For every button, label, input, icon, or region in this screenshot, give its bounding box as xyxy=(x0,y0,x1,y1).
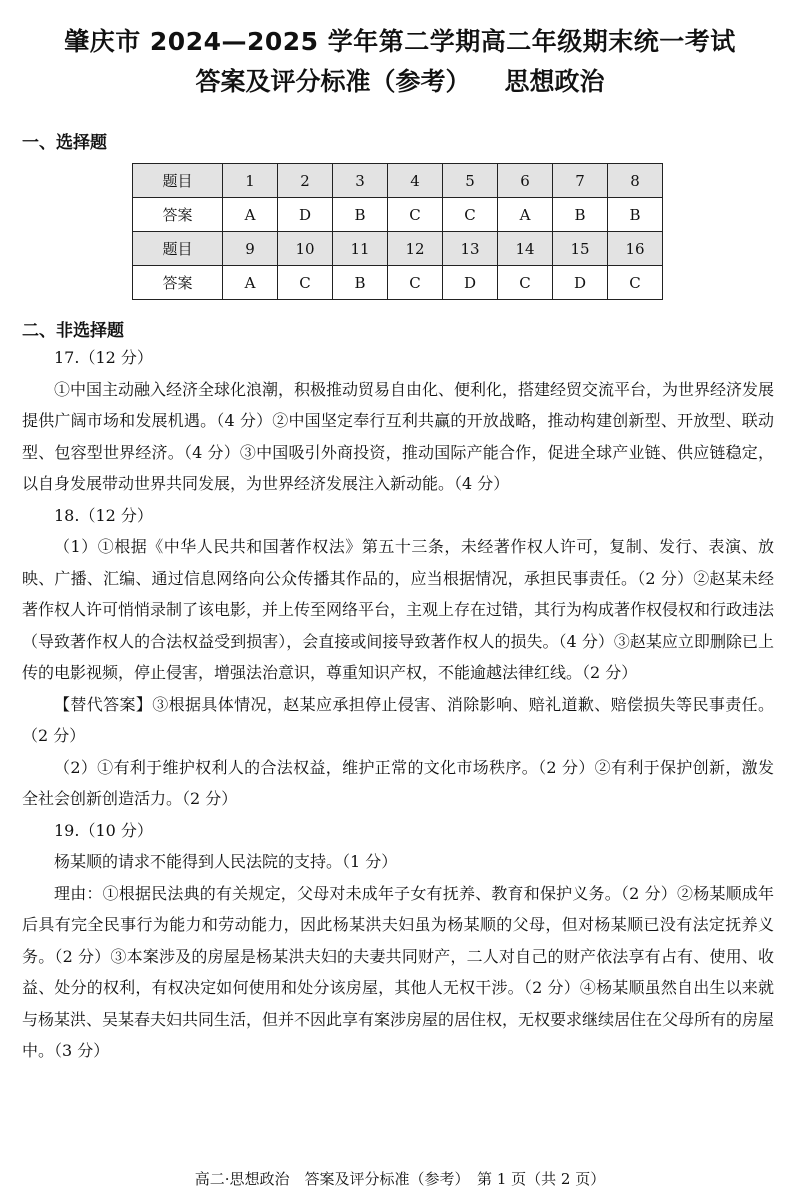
table-cell: 4 xyxy=(388,164,443,198)
subtitle-main: 答案及评分标准（参考） xyxy=(195,67,471,96)
table-cell: 10 xyxy=(278,232,333,266)
table-cell: B xyxy=(333,266,388,300)
table-cell: D xyxy=(278,198,333,232)
table-cell: 8 xyxy=(608,164,663,198)
question-19-conclusion: 杨某顺的请求不能得到人民法院的支持。（1 分） xyxy=(54,852,398,871)
table-cell: 15 xyxy=(553,232,608,266)
table-cell: 2 xyxy=(278,164,333,198)
table-cell: C xyxy=(443,198,498,232)
answer-body xyxy=(22,342,774,1067)
table-cell: C xyxy=(498,266,553,300)
table-cell: A xyxy=(498,198,553,232)
row-label: 答案 xyxy=(133,266,223,300)
table-cell: A xyxy=(223,198,278,232)
table-cell: 14 xyxy=(498,232,553,266)
table-cell: 13 xyxy=(443,232,498,266)
question-18-alternative-answer: 【替代答案】③根据具体情况，赵某应承担停止侵害、消除影响、赔礼道歉、赔偿损失等民事责任。（2 分） xyxy=(22,694,774,745)
table-row xyxy=(133,198,663,232)
table-cell: B xyxy=(553,198,608,232)
row-label: 题目 xyxy=(133,164,223,198)
table-row xyxy=(133,266,663,300)
page-footer: 高二·思想政治 答案及评分标准（参考） 第 1 页（共 2 页） xyxy=(194,1170,606,1188)
section-heading-nonchoice: 二、非选择题 xyxy=(22,321,124,341)
document-title: 肇庆市 2024—2025 学年第二学期高二年级期末统一考试 xyxy=(64,27,736,56)
table-cell: D xyxy=(443,266,498,300)
table-cell: 12 xyxy=(388,232,443,266)
table-cell: 6 xyxy=(498,164,553,198)
table-cell: C xyxy=(388,198,443,232)
table-cell: C xyxy=(388,266,443,300)
answer-table xyxy=(132,163,663,300)
table-row xyxy=(133,232,663,266)
table-cell: 5 xyxy=(443,164,498,198)
table-cell: B xyxy=(333,198,388,232)
table-cell: B xyxy=(608,198,663,232)
table-cell: 9 xyxy=(223,232,278,266)
table-row xyxy=(133,164,663,198)
question-19-heading: 19.（10 分） xyxy=(54,820,153,840)
question-18-part1-answer: （1）①根据《中华人民共和国著作权法》第五十三条，未经著作权人许可，复制、发行、表演、放映、广播、汇编、通过信息网络向公众传播其作品的，应当根据情况，承担民事责任。（2 分）②赵某未经著作权人许可悄悄录制了该电影，并上传至网络平台，主观上存在过错，其行为构成著作权侵权和行政违法（导致著作权人的合法权益受到损害），会直接或间接导致著作权人的损失。（4 分）③赵某应立即删除已上传的电影视频，停止侵害，增强法治意识，尊重知识产权，不能逾越法律红线。（2 分） xyxy=(22,537,775,682)
table-cell: 11 xyxy=(333,232,388,266)
question-18-part2-answer: （2）①有利于维护权利人的合法权益，维护正常的文化市场秩序。（2 分）②有利于保护创新，激发全社会创新创造活力。（2 分） xyxy=(22,757,774,808)
table-cell: D xyxy=(553,266,608,300)
row-label: 答案 xyxy=(133,198,223,232)
table-cell: 3 xyxy=(333,164,388,198)
question-17-heading: 17.（12 分） xyxy=(54,348,153,367)
table-cell: A xyxy=(223,266,278,300)
table-cell: 1 xyxy=(223,164,278,198)
subtitle-subject: 思想政治 xyxy=(504,67,605,96)
question-19-reasons: 理由：①根据民法典的有关规定，父母对未成年子女有抚养、教育和保护义务。（2 分）②杨某顺成年后具有完全民事行为能力和劳动能力，因此杨某洪夫妇虽为杨某顺的父母，但对杨某顺已没有法定抚养义务。（2 分）③本案涉及的房屋是杨某洪夫妇的夫妻共同财产，二人对自己的财产依法享有占有、使用、收益、处分的权利，有权决定如何使用和处分该房屋，其他人无权干涉。（2 分）④杨某顺虽然自出生以来就与杨某洪、吴某春夫妇共同生活，但并不因此享有案涉房屋的居住权，无权要求继续居住在父母所有的房屋中。（3 分） xyxy=(22,883,775,1060)
table-cell: 7 xyxy=(553,164,608,198)
question-17-answer: ①中国主动融入经济全球化浪潮，积极推动贸易自由化、便利化，搭建经贸交流平台，为世界经济发展提供广阔市场和发展机遇。（4 分）②中国坚定奉行互利共赢的开放战略，推动构建创新型、开放型、联动型、包容型世界经济。（4 分）③中国吸引外商投资，推动国际产能合作，促进全球产业链、供应链稳定，以自身发展带动世界共同发展，为世界经济发展注入新动能。（4 分） xyxy=(22,379,775,493)
document-subtitle xyxy=(0,62,800,98)
question-18-heading: 18.（12 分） xyxy=(54,505,153,525)
row-label: 题目 xyxy=(133,232,223,266)
section-heading-choice: 一、选择题 xyxy=(22,133,107,153)
table-cell: C xyxy=(278,266,333,300)
table-cell: 16 xyxy=(608,232,663,266)
table-cell: C xyxy=(608,266,663,300)
